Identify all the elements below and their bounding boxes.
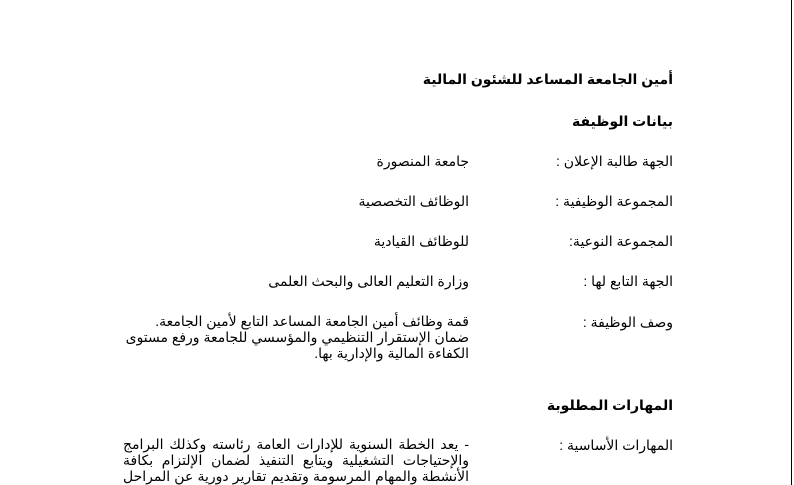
- job-description-line: قمة وظائف أمين الجامعة المساعد التابع لأمين الجامعة.: [155, 313, 469, 329]
- job-description-value: [109, 313, 469, 361]
- affiliated-entity-label: الجهة التابع لها :: [583, 273, 673, 289]
- skills-heading: المهارات المطلوبة: [546, 397, 673, 413]
- basic-skills-line: الأنشطة والمهام المرسومة وتقديم تقارير دورية عن المراحل: [123, 468, 469, 484]
- job-group-value: الوظائف التخصصية: [358, 193, 469, 209]
- job-description-label: وصف الوظيفة :: [582, 314, 673, 330]
- basic-skills-line: والإحتياجات التشغيلية ويتابع التنفيذ لضمان الإلتزام بكافة: [123, 452, 469, 468]
- job-info-heading: بيانات الوظيفة: [571, 113, 673, 129]
- qualitative-group-label: المجموعة النوعية:: [569, 233, 673, 249]
- basic-skills-label: المهارات الأساسية :: [559, 437, 673, 453]
- affiliated-entity-value: وزارة التعليم العالى والبحث العلمى: [268, 273, 469, 289]
- job-description-line: الكفاءة المالية والإدارية بها.: [314, 345, 469, 361]
- qualitative-group-value: للوظائف القيادية: [373, 233, 469, 249]
- requesting-entity-value: جامعة المنصورة: [376, 153, 469, 169]
- requesting-entity-label: الجهة طالبة الإعلان :: [556, 153, 673, 169]
- document-title: أمين الجامعة المساعد للشئون المالية: [422, 71, 673, 87]
- basic-skills-line: - يعد الخطة السنوية للإدارات العامة رئاسته وكذلك البرامج: [123, 436, 469, 452]
- job-group-label: المجموعة الوظيفية :: [555, 193, 673, 209]
- basic-skills-value: [109, 436, 469, 484]
- job-description-line: ضمان الإستقرار التنظيمي والمؤسسي للجامعة ورفع مستوى: [125, 329, 469, 345]
